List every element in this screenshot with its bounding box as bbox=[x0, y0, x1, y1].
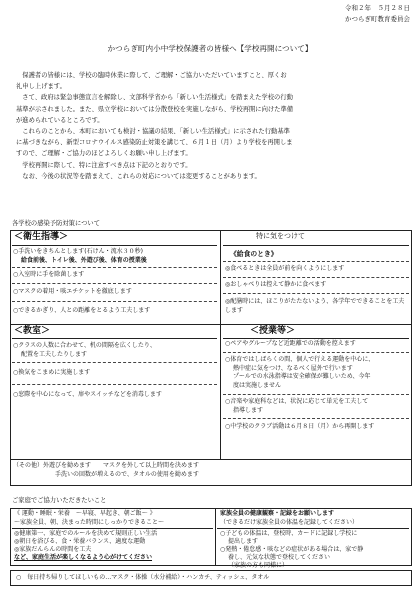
list-item: ○ペアやグループなど近距離での活動を控えます bbox=[225, 340, 356, 347]
dashed-divider bbox=[223, 277, 409, 278]
list-item: ○できるかぎり、人との距離をとるよう工夫します bbox=[13, 307, 151, 314]
list-item: ◎おしゃべりは控えて静かに食べます bbox=[225, 281, 327, 288]
dashed-divider bbox=[12, 283, 217, 284]
column-divider bbox=[220, 230, 221, 459]
paragraph-line: 保護者の皆様には、学校の臨時休業に際して、ご理解・ご協力いただいていますこと、厚くお bbox=[22, 72, 287, 79]
heading-hygiene: ＜衛生指導＞ bbox=[14, 232, 69, 242]
row-divider bbox=[10, 324, 412, 325]
dashed-divider bbox=[12, 384, 217, 385]
paragraph-line: 基準が示されました。また、県立学校においては分散登校を実施しながら、学校再開に向けた準備 bbox=[16, 105, 294, 113]
column-divider bbox=[215, 508, 216, 566]
section-label-prevention: 各学校の感染予防対策について bbox=[12, 220, 101, 227]
issuing-organization: かつらぎ町教育委員会 bbox=[345, 15, 410, 23]
dashed-divider bbox=[223, 394, 409, 395]
dashed-divider bbox=[12, 267, 217, 268]
dashed-divider bbox=[223, 352, 409, 353]
home-left-items: ◎健康第一、家庭でのルールを決めて規則正しい生活 ◎朝日を浴びる、食・栄養バランス、適度な運動 ◎家族だんらんの時間を工夫 など、家庭生活が楽しくなるよう心がけてください bbox=[14, 530, 158, 561]
list-item: ○入室時に手を除菌します bbox=[13, 271, 85, 278]
heading-special-care: 特に気をつけて bbox=[256, 232, 305, 240]
other-notes: （その他）外遊びを勧めます マスクを外して以上時間を決めます 手洗いの回数が増えるので、タオルの使用を勧めます bbox=[13, 462, 200, 478]
list-item: ◎食べるときは全員が前を向くようにします bbox=[225, 265, 345, 272]
list-item: ○クラスの人数に合わせて、机の間隔を広くしたり、 配置を工夫したりします bbox=[13, 342, 156, 358]
heading-underline bbox=[223, 338, 409, 339]
home-left-column: 《 運動・睡眠・栄養 〜早寝、早起き、朝ご飯〜 》 〜家族全員、朝、決まった時間にしっかりできること〜 bbox=[14, 510, 165, 526]
list-item: ○窓際を中心になって、扉やスイッチなどを消毒します bbox=[13, 391, 162, 398]
paragraph-line: 礼申し上げます。 bbox=[16, 83, 66, 91]
paragraph-line: に基づきながら、新型コロナウイルス感染防止対策を講じて、６月１日（月）より学校を再開しま bbox=[16, 139, 293, 147]
paragraph-line: 学校再開に際して、特に注意すべき点は下記のとおりです。 bbox=[22, 161, 192, 169]
paragraph-line: なお、今後の状況等を踏まえて、これらの対応については変更することがあります。 bbox=[22, 172, 261, 180]
heading-underline bbox=[12, 245, 217, 246]
paragraph-line: が進められているところです。 bbox=[16, 116, 104, 124]
home-right-items: ○子どもの体温は、登校時、カードに記録し学校に 提出します ○発熱・倦怠感・咳などの症状がある場合は、家で静 養し、元気な状態で登校してください （家族の方も同様に） bbox=[220, 530, 364, 569]
home-right-column: 家族全員の健康観察・記録をお願いします （できるだけ家族全員の体温を記録してください） bbox=[220, 510, 359, 526]
heading-underline bbox=[217, 528, 409, 529]
list-item: ○換気をこまめに実施します bbox=[13, 369, 91, 376]
list-item: ○マスクの着用・咳エチケットを徹底します bbox=[13, 288, 132, 295]
subheading-lunch: 《給食のとき》 bbox=[230, 250, 278, 258]
section-label-home: ご家庭でご協力いただきたいこと bbox=[12, 497, 107, 504]
body-paragraphs bbox=[16, 70, 408, 182]
heading-underline bbox=[223, 245, 409, 246]
bring-home-items: ○ 毎日持ち帰りしてほしいもの…マスク・体操（水分補給）・ハンカチ、ティッシュ、タオル bbox=[16, 574, 270, 581]
document-date: 令和２年 ５月２８日 bbox=[345, 4, 410, 12]
dashed-divider bbox=[12, 362, 217, 363]
paragraph-line: さて、政府は緊急事態宣言を解除し、文部科学省から「新しい生活様式」を踏まえた学校の行動 bbox=[22, 94, 293, 102]
list-item: ○手洗いをきちんとします(石けん・流水３０秒) 給食前後、トイレ後、外遊び後、体育の授業後 bbox=[13, 248, 147, 264]
document-title: かつらぎ町内小中学校保護者の皆様へ【学校再開について】 bbox=[107, 44, 313, 53]
row-divider bbox=[10, 459, 412, 460]
heading-underline bbox=[12, 528, 213, 529]
dashed-divider bbox=[223, 418, 409, 419]
dashed-divider bbox=[12, 301, 217, 302]
dashed-divider bbox=[223, 293, 409, 294]
paragraph-line: これらのことから、本町においても検討・協議の結果、「新しい生活様式」に示された行動基準 bbox=[22, 128, 290, 136]
paragraph-line: すので、ご理解・ご協力のほどよろしくお願い申し上げます。 bbox=[16, 150, 192, 158]
list-item: ○音楽や家庭科などは、状況に応じて単元を工夫して 指導します bbox=[225, 398, 369, 414]
list-item: ◎配膳時には、ほこりがたたないよう、各学年でできることを工夫します bbox=[225, 298, 405, 314]
heading-lessons: ＜授業等＞ bbox=[250, 326, 296, 336]
list-item: ○中学校のクラブ活動は６月８日（月）から再開します bbox=[225, 423, 375, 430]
heading-classroom: ＜教室＞ bbox=[14, 326, 51, 336]
dashed-divider bbox=[223, 261, 409, 262]
list-item: ○体育ではしばらくの間、個人で行える運動を中心に、 熱中症に気をつけ、なるべく屋外で行います プールでの水泳指導は安全確保が難しいため、今年 度は実施しません bbox=[225, 356, 375, 389]
heading-underline bbox=[12, 338, 217, 339]
